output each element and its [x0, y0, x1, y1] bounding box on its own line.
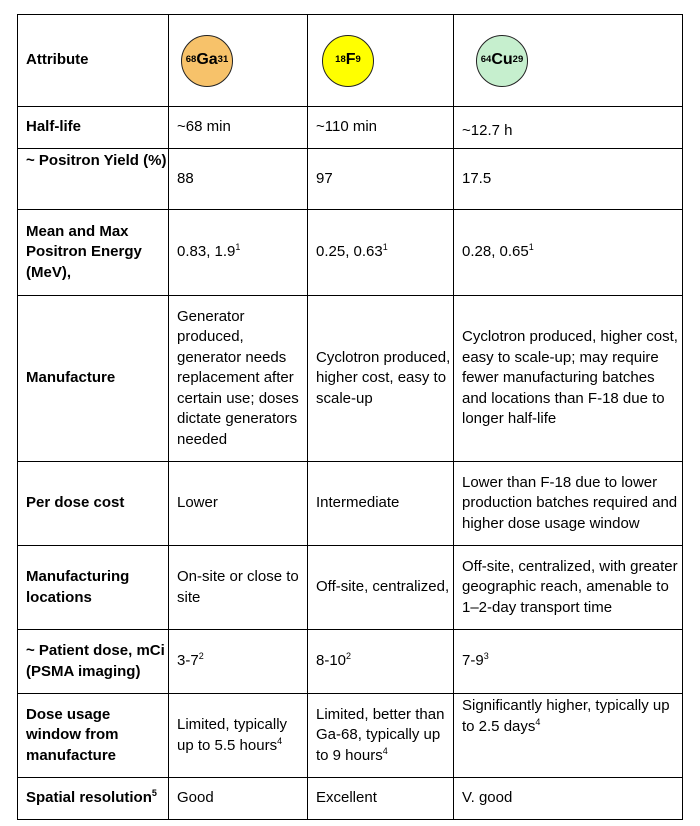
attribute-header: Attribute: [18, 15, 169, 107]
row-label: Per dose cost: [18, 462, 169, 546]
f18-cell: Off-site, centralized,: [308, 546, 454, 630]
footnote-ref: 2: [346, 651, 352, 662]
row-label: ~ Positron Yield (%): [18, 149, 169, 210]
table-row: [18, 630, 683, 694]
f18-cell: Intermediate: [308, 462, 454, 546]
footnote-ref: 1: [235, 242, 241, 253]
table-row: [18, 296, 683, 462]
footnote-ref: 4: [535, 716, 541, 727]
ga68-cell: ~68 min: [169, 107, 308, 149]
f18-cell: 97: [308, 149, 454, 210]
footnote-ref: 4: [382, 745, 388, 756]
f18-isotope-badge: 18 F 9: [322, 35, 374, 87]
footnote-ref: 4: [277, 735, 283, 746]
ga68-header-cell: [169, 15, 308, 107]
cu64-cell: Significantly higher, typically up to 2.5 days$^4$: [454, 694, 683, 778]
cu64-cell: 17.5: [454, 149, 683, 210]
cu64-header-cell: [454, 15, 683, 107]
cu64-cell: 7-9$^3$: [454, 630, 683, 694]
ga68-cell: Limited, typically up to 5.5 hours$^4$: [169, 694, 308, 778]
ga68-isotope-badge: 68 Ga 31: [181, 35, 233, 87]
row-label: ~ Patient dose, mCi (PSMA imaging): [18, 630, 169, 694]
f18-header-cell: [308, 15, 454, 107]
footnote-ref: 3: [483, 651, 489, 662]
table-row: [18, 694, 683, 778]
ga68-cell: 0.83, 1.9$^1$: [169, 210, 308, 296]
f18-cell: Cyclotron produced, higher cost, easy to scale-up: [308, 296, 454, 462]
footnote-ref: 1: [528, 242, 534, 253]
f18-cell: Limited, better than Ga-68, typically up to 9 hours$^4$: [308, 694, 454, 778]
table-row: [18, 778, 683, 820]
footnote-ref: 1: [382, 242, 388, 253]
row-label: Dose usage window from manufacture: [18, 694, 169, 778]
header-row: [18, 15, 683, 107]
row-label: Manufacture: [18, 296, 169, 462]
cu64-cell: V. good: [454, 778, 683, 820]
cu64-cell: Lower than F-18 due to lower production batches required and higher dose usage window: [454, 462, 683, 546]
ga68-cell: Lower: [169, 462, 308, 546]
ga68-cell: Generator produced, generator needs replacement after certain use; doses dictate generators needed: [169, 296, 308, 462]
row-label: Half-life: [18, 107, 169, 149]
row-label: Spatial resolution$^5$: [18, 778, 169, 820]
ga68-cell: 88: [169, 149, 308, 210]
table-row: [18, 546, 683, 630]
isotope-comparison-table: [17, 14, 683, 820]
table-row: [18, 149, 683, 210]
table-row: [18, 107, 683, 149]
table-row: [18, 462, 683, 546]
cu64-cell: ~12.7 h: [454, 107, 683, 149]
cu64-cell: Cyclotron produced, higher cost, easy to scale-up; may require fewer manufacturing batches and locations than F-18 due to longer half-life: [454, 296, 683, 462]
f18-cell: 0.25, 0.63$^1$: [308, 210, 454, 296]
f18-cell: 8-10$^2$: [308, 630, 454, 694]
cu64-cell: Off-site, centralized, with greater geographic reach, amenable to 1–2-day transport time: [454, 546, 683, 630]
ga68-cell: Good: [169, 778, 308, 820]
cu64-isotope-badge: 64 Cu 29: [476, 35, 528, 87]
row-label: Mean and Max Positron Energy (MeV),: [18, 210, 169, 296]
ga68-cell: On-site or close to site: [169, 546, 308, 630]
row-label: Manufacturing locations: [18, 546, 169, 630]
f18-cell: Excellent: [308, 778, 454, 820]
cu64-cell: 0.28, 0.65$^1$: [454, 210, 683, 296]
footnote-ref: 2: [198, 651, 204, 662]
f18-cell: ~110 min: [308, 107, 454, 149]
table-row: [18, 210, 683, 296]
footnote-ref: 5: [151, 788, 157, 799]
ga68-cell: 3-7$^2$: [169, 630, 308, 694]
